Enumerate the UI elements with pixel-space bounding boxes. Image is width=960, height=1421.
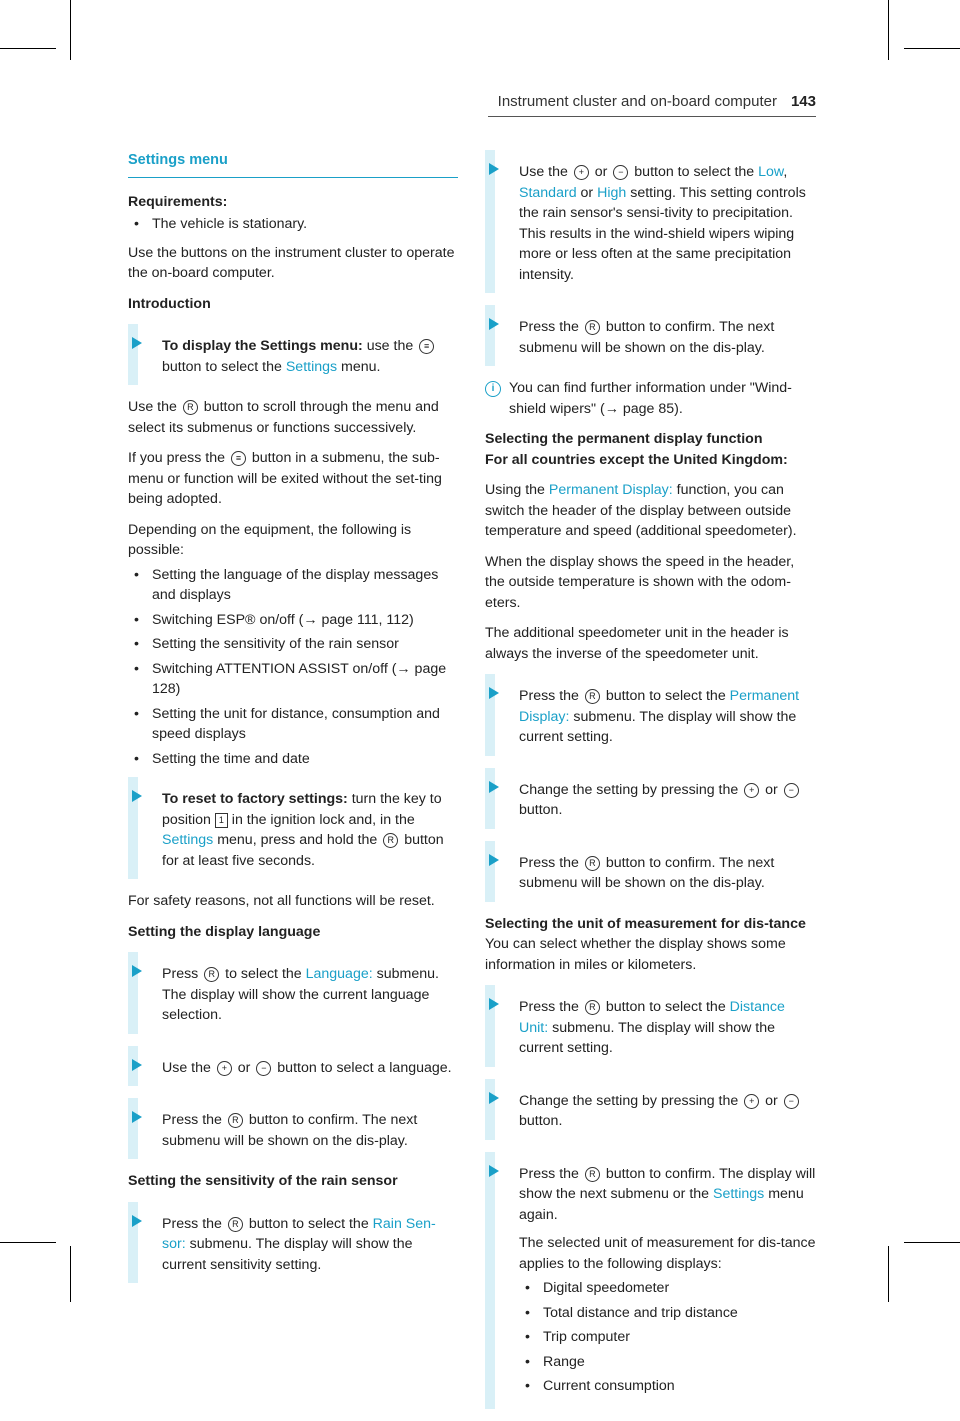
exit-text: If you press the ≡ button in a submenu, the sub-menu or function will be exited without the set-ting being adopted. xyxy=(128,450,442,507)
step-confirm-distance: Press the R button to confirm. The display will show the next submenu or the Settings menu again. The selected unit of measurement for dis-tance applies to the following displays: • Digital speedometer • Total distance and trip distance • Trip computer • Range • Current consumption xyxy=(485,1152,817,1409)
step-arrow-icon xyxy=(132,965,142,977)
step-language-select: Press R to select the Language: submenu. The display will show the current language selection. xyxy=(128,952,458,1034)
ok-button-icon: R xyxy=(585,689,600,704)
step-reset: To reset to factory settings: turn the key to position 1 in the ignition lock and, in the Settings menu, press and hold the R button for at least five seconds. xyxy=(128,777,458,879)
page-number: 143 xyxy=(790,93,816,110)
ok-button-icon: R xyxy=(383,833,398,848)
step-arrow-icon xyxy=(489,1092,499,1104)
plus-button-icon: + xyxy=(217,1061,232,1076)
step-arrow-icon xyxy=(489,854,499,866)
section-title: Settings menu xyxy=(128,150,458,178)
step-language-choose: Use the + or − button to select a language. xyxy=(128,1046,458,1087)
step-arrow-icon xyxy=(489,998,499,1010)
ok-button-icon: R xyxy=(585,1000,600,1015)
step-arrow-icon xyxy=(489,1165,499,1177)
list-item: • Setting the language of the display messages and displays xyxy=(152,565,458,606)
crop-mark xyxy=(904,1242,960,1243)
step-arrow-icon xyxy=(489,687,499,699)
step-rain-sensor: Press the R button to select the Rain Sen-sor: submenu. The display will show the current sensitivity setting. xyxy=(128,1202,458,1284)
crop-mark xyxy=(904,48,960,49)
permanent-subheading: For all countries except the United Kingdom: xyxy=(485,451,788,468)
requirements-label: Requirements: xyxy=(128,193,228,210)
ok-button-icon: R xyxy=(204,967,219,982)
key-position-icon: 1 xyxy=(215,813,228,828)
list-item: • Setting the sensitivity of the rain sensor xyxy=(152,634,458,655)
crop-mark xyxy=(0,48,56,49)
distance-text: You can select whether the display shows some information in miles or kilometers. xyxy=(485,936,786,973)
step-arrow-icon xyxy=(132,1059,142,1071)
language-heading: Setting the display language xyxy=(128,923,321,940)
list-item: • Switching ESP® on/off (→ page 111, 112) xyxy=(152,610,458,631)
safety-text: For safety reasons, not all functions will be reset. xyxy=(128,893,435,909)
permanent-when-text: When the display shows the speed in the header, the outside temperature is shown with the odom-eters. xyxy=(485,553,795,611)
plus-button-icon: + xyxy=(744,1094,759,1109)
step-arrow-icon xyxy=(132,337,142,349)
plus-button-icon: + xyxy=(744,783,759,798)
ok-button-icon: R xyxy=(585,1167,600,1182)
step-display-settings: To display the Settings menu: use the ≡ button to select the Settings menu. xyxy=(128,324,458,385)
list-item: • Setting the unit for distance, consumption and speed displays xyxy=(152,704,458,745)
step-arrow-icon xyxy=(132,1111,142,1123)
list-item: • Range xyxy=(543,1352,817,1373)
right-column xyxy=(485,150,817,1421)
step-select-distance: Press the R button to select the Distance Unit: submenu. The display will show the current setting. xyxy=(485,985,817,1067)
list-item: • Total distance and trip distance xyxy=(543,1303,817,1324)
header-rule xyxy=(488,116,816,117)
info-icon: i xyxy=(485,381,501,397)
step-arrow-icon xyxy=(132,1215,142,1227)
permanent-using-text: Using the Permanent Display: function, you can switch the header of the display between outside temperature and speed (additional speedometer). xyxy=(485,482,797,539)
rain-heading: Setting the sensitivity of the rain sensor xyxy=(128,1173,398,1189)
scroll-text: Use the R button to scroll through the menu and select its submenus or functions successively. xyxy=(128,399,439,436)
permanent-additional-text: The additional speedometer unit in the header is always the inverse of the speedometer unit. xyxy=(485,625,789,662)
step-change-distance: Change the setting by pressing the + or − button. xyxy=(485,1079,817,1140)
ok-button-icon: R xyxy=(228,1113,243,1128)
permanent-heading: Selecting the permanent display function xyxy=(485,431,763,447)
ok-button-icon: R xyxy=(228,1217,243,1232)
step-arrow-icon xyxy=(489,781,499,793)
distance-heading: Selecting the unit of measurement for dis-tance xyxy=(485,915,806,932)
list-item: • Switching ATTENTION ASSIST on/off (→ page 128) xyxy=(152,659,458,700)
step-sensitivity-level: Use the + or − button to select the Low, Standard or High setting. This setting controls the rain sensor's sensi-tivity to precipitation. This results in the wind-shield wipers wiping more or less often at the same precipitation intensity. xyxy=(485,150,817,293)
depending-text: Depending on the equipment, the following is possible: xyxy=(128,521,412,558)
requirements-list xyxy=(128,214,458,235)
plus-button-icon: + xyxy=(574,165,589,180)
step-arrow-icon xyxy=(132,790,142,802)
crop-mark xyxy=(0,1242,56,1243)
list-item: • Digital speedometer xyxy=(543,1278,817,1299)
step-confirm-rain: Press the R button to confirm. The next submenu will be shown on the dis-play. xyxy=(485,305,817,366)
menu-button-icon: ≡ xyxy=(419,339,434,354)
left-column xyxy=(128,150,458,1295)
minus-button-icon: − xyxy=(784,783,799,798)
crop-mark xyxy=(888,1246,889,1302)
distance-displays-list xyxy=(519,1278,817,1397)
crop-mark xyxy=(888,0,889,60)
minus-button-icon: − xyxy=(784,1094,799,1109)
page-header xyxy=(498,92,816,113)
crop-mark xyxy=(70,0,71,60)
introduction-heading: Introduction xyxy=(128,295,211,312)
selected-unit-text: The selected unit of measurement for dis-tance applies to the following displays: xyxy=(519,1235,816,1272)
crop-mark xyxy=(70,1246,71,1302)
list-item: • The vehicle is stationary. xyxy=(152,214,458,235)
list-item: • Current consumption xyxy=(543,1376,817,1397)
step-confirm-permanent: Press the R button to confirm. The next submenu will be shown on the dis-play. xyxy=(485,841,817,902)
header-title: Instrument cluster and on-board computer xyxy=(497,93,777,110)
step-arrow-icon xyxy=(489,318,499,330)
step-change-permanent: Change the setting by pressing the + or − button. xyxy=(485,768,817,829)
step-arrow-icon xyxy=(489,163,499,175)
intro-text: Use the buttons on the instrument cluster to operate the on-board computer. xyxy=(128,244,455,281)
step-select-permanent: Press the R button to select the Permanent Display: submenu. The display will show the current setting. xyxy=(485,674,817,756)
minus-button-icon: − xyxy=(613,165,628,180)
list-item: • Setting the time and date xyxy=(152,749,458,770)
step-language-confirm: Press the R button to confirm. The next submenu will be shown on the dis-play. xyxy=(128,1098,458,1159)
menu-button-icon: ≡ xyxy=(231,451,246,466)
ok-button-icon: R xyxy=(585,856,600,871)
list-item: • Trip computer xyxy=(543,1327,817,1348)
ok-button-icon: R xyxy=(183,400,198,415)
features-list xyxy=(128,565,458,770)
ok-button-icon: R xyxy=(585,320,600,335)
info-note: i You can find further information under "Wind-shield wipers" (→ page 85). xyxy=(485,378,817,419)
minus-button-icon: − xyxy=(256,1061,271,1076)
